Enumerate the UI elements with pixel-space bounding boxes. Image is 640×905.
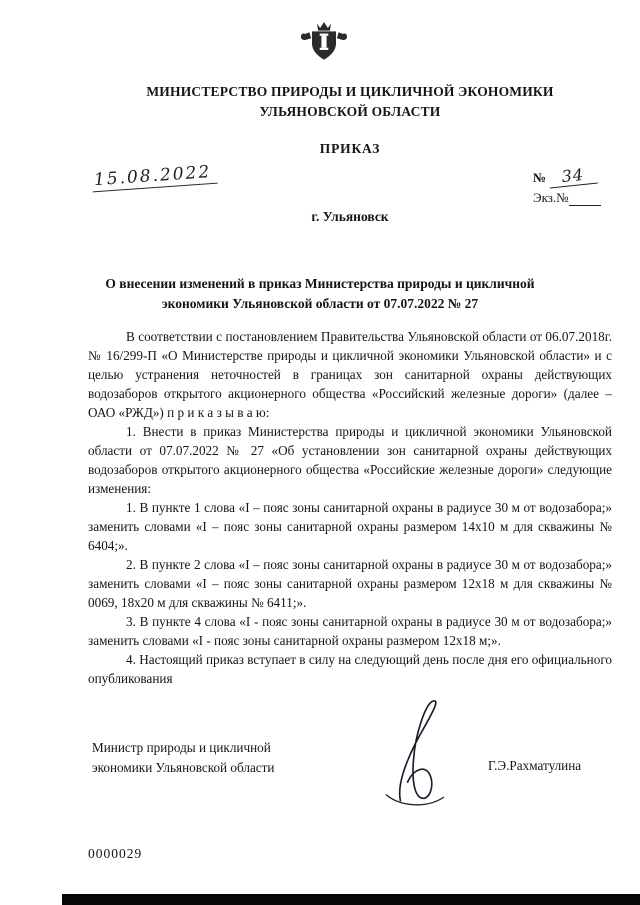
signatory-position-line1: Министр природы и цикличной <box>92 740 271 755</box>
signatory-name: Г.Э.Рахматулина <box>488 758 582 773</box>
handwritten-date: 15.08.2022 <box>91 162 218 193</box>
document-body <box>88 327 612 688</box>
signature-icon <box>364 686 473 823</box>
copy-number-blank <box>569 193 601 206</box>
scan-edge-bar <box>62 894 640 905</box>
number-label: № <box>533 170 547 185</box>
paragraph-amendment-1: 1. В пункте 1 слова «I – пояс зоны санитарной охраны в радиусе 30 м от водозабора;» заменить словами «I – пояс зоны санитарной охраны размером 14х10 м для скважины № 6404;». <box>88 500 612 553</box>
copy-label: Экз.№ <box>533 190 569 205</box>
ministry-name <box>88 82 612 121</box>
city-line: г. Ульяновск <box>311 209 389 224</box>
paragraph-preamble: В соответствии с постановлением Правительства Ульяновской области от 06.07.2018г. № 16/299-П «О Министерстве природы и цикличной экономики Ульяновской области» и с целью устранения неточностей в границах зон санитарной охраны действующих водозаборов открытого акционерного общества «Российский железные дороги» (далее – ОАО «РЖД») п р и к а з ы в а ю: <box>88 329 612 420</box>
document-number-block <box>533 164 633 206</box>
handwritten-number: 34 <box>548 166 598 189</box>
signatory-position <box>92 738 322 778</box>
coat-of-arms-icon <box>298 16 350 69</box>
document-type: ПРИКАЗ <box>319 141 381 156</box>
paragraph-amendment-3: 3. В пункте 4 слова «I - пояс зоны санитарной охраны в радиусе 30 м от водозабора;» заменить словами «I - пояс зоны санитарной охраны размером 12х18 м;». <box>88 614 612 648</box>
ministry-name-line1: МИНИСТЕРСТВО ПРИРОДЫ И ЦИКЛИЧНОЙ ЭКОНОМИКИ <box>146 84 554 99</box>
copy-number-line <box>533 190 633 206</box>
ministry-name-line2: УЛЬЯНОВСКОЙ ОБЛАСТИ <box>259 103 441 119</box>
paragraph-amendment-2: 2. В пункте 2 слова «I – пояс зоны санитарной охраны в радиусе 30 м от водозабора;» заменить словами «I – пояс зоны санитарной охраны размером 12х18 м для скважины № 0069, 18х20 м для скважины № 6411;». <box>88 557 612 610</box>
document-registration-code: 0000029 <box>88 846 143 861</box>
paragraph-entry-into-force: 4. Настоящий приказ вступает в силу на следующий день после дня его официального опубликования <box>88 652 612 686</box>
signatory-position-line2: экономики Ульяновской области <box>92 759 275 775</box>
document-number-line <box>533 164 633 187</box>
document-title: О внесении изменений в приказ Министерства природы и цикличной экономики Ульяновской области от 07.07.2022 № 27 <box>105 276 535 311</box>
paragraph-item-1: 1. Внести в приказ Министерства природы и цикличной экономики Ульяновской области от 07.07.2022 № 27 «Об установлении зон санитарной охраны действующих водозаборов открытого акционерного общества «Российские железные дороги» следующие изменения: <box>88 424 612 496</box>
